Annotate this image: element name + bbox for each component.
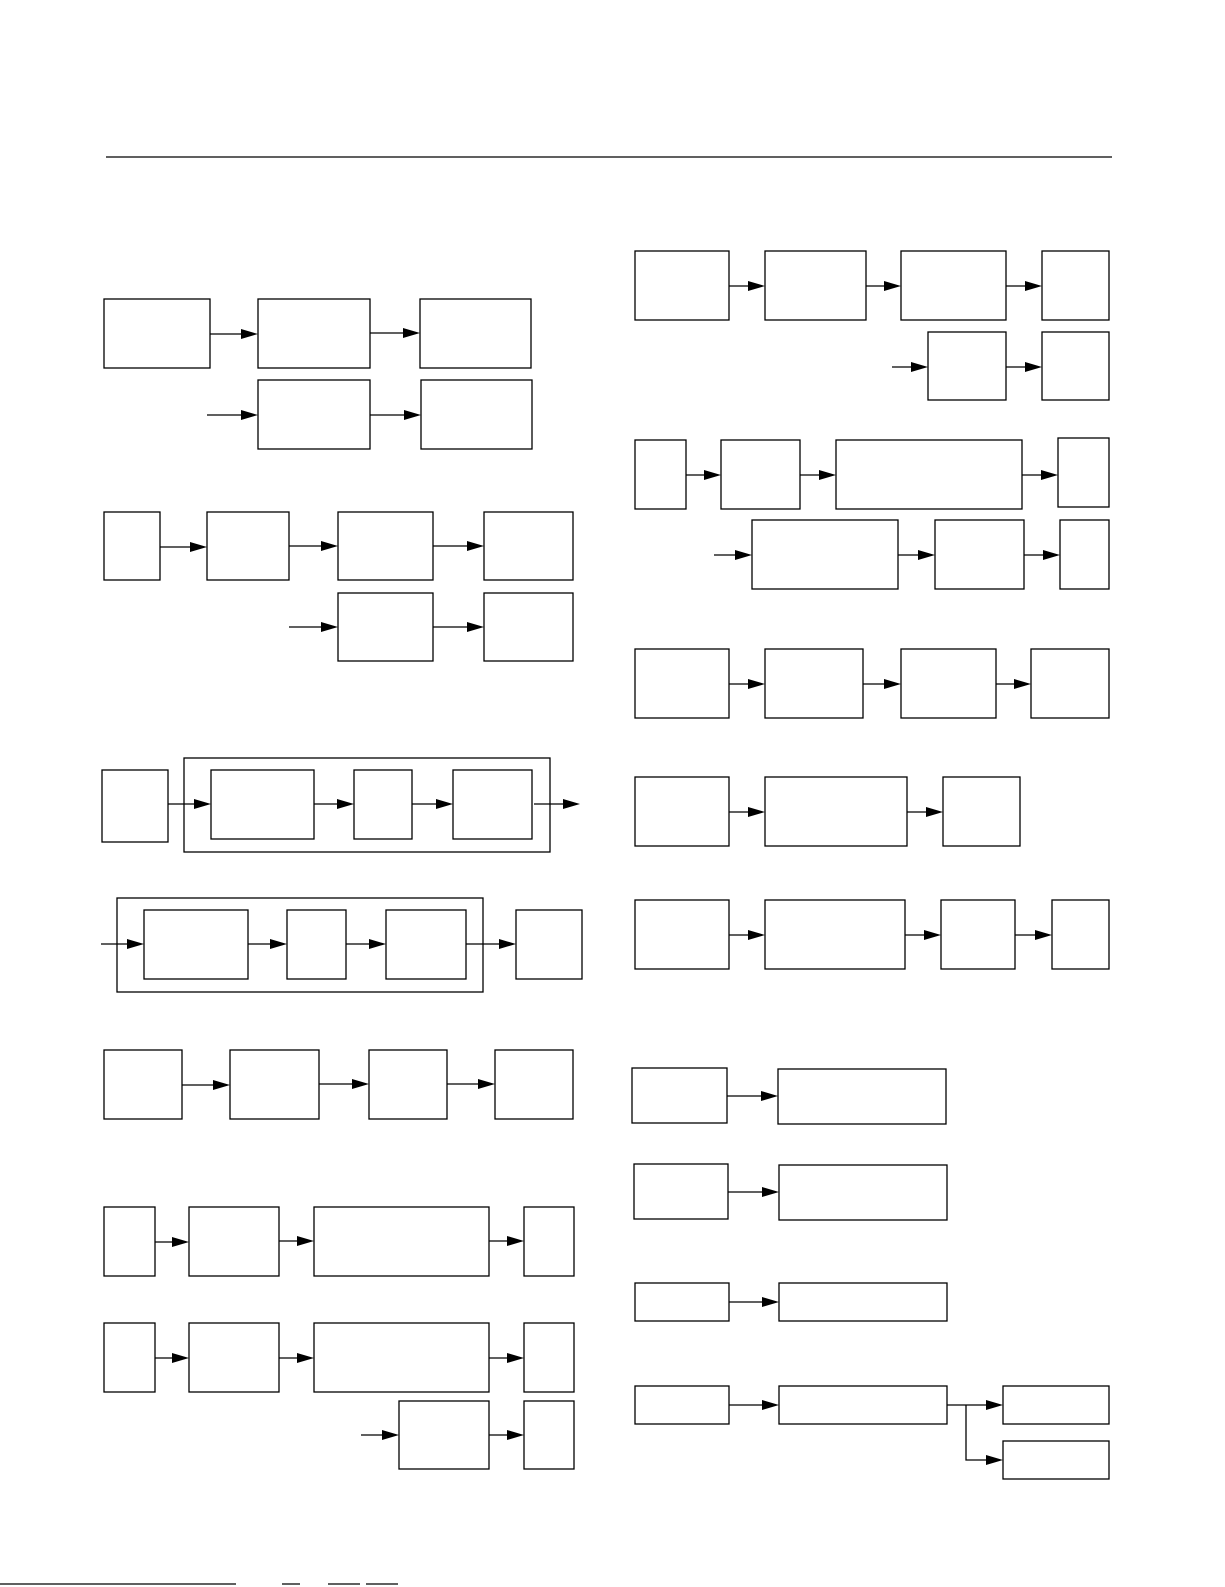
- process-box: [1003, 1386, 1109, 1424]
- process-box: [104, 1050, 182, 1119]
- process-box: [901, 251, 1006, 320]
- arrowhead: [748, 930, 765, 940]
- process-box: [211, 770, 314, 839]
- diagram-9: [635, 438, 1109, 589]
- diagram-10: [635, 649, 1109, 718]
- arrowhead: [352, 1079, 369, 1089]
- arrowhead: [748, 807, 765, 817]
- arrowhead: [1043, 550, 1060, 560]
- process-box: [524, 1323, 574, 1392]
- process-box: [1031, 649, 1109, 718]
- process-box: [765, 649, 863, 718]
- process-box: [524, 1401, 574, 1469]
- process-box: [314, 1207, 489, 1276]
- process-box: [765, 900, 905, 969]
- process-box: [635, 1283, 729, 1321]
- process-box: [635, 440, 686, 509]
- diagram-14: [634, 1164, 947, 1220]
- diagram-7: [104, 1323, 574, 1469]
- process-box: [104, 299, 210, 368]
- process-box: [928, 332, 1006, 400]
- process-box: [632, 1068, 727, 1123]
- arrowhead: [762, 1187, 779, 1197]
- process-box: [189, 1323, 279, 1392]
- process-box: [369, 1050, 447, 1119]
- process-box: [258, 299, 370, 368]
- arrowhead: [507, 1353, 524, 1363]
- arrowhead: [507, 1430, 524, 1440]
- arrowhead: [762, 1400, 779, 1410]
- arrowhead: [884, 281, 901, 291]
- process-box: [635, 777, 729, 846]
- diagram-15: [635, 1283, 947, 1321]
- process-box: [104, 512, 160, 580]
- process-box: [338, 593, 433, 661]
- process-box: [1003, 1441, 1109, 1479]
- arrowhead: [1041, 470, 1058, 480]
- process-box: [721, 440, 800, 509]
- process-box: [354, 770, 412, 839]
- arrowhead: [926, 807, 943, 817]
- arrowhead: [403, 328, 420, 338]
- process-box: [634, 1164, 728, 1219]
- process-box: [495, 1050, 573, 1119]
- arrowhead: [467, 541, 484, 551]
- process-box: [386, 910, 466, 979]
- connector-line: [966, 1405, 989, 1460]
- arrowhead: [1014, 679, 1031, 689]
- diagram-1: [104, 299, 532, 449]
- arrowhead: [241, 410, 258, 420]
- arrowhead: [819, 470, 836, 480]
- process-box: [484, 512, 573, 580]
- arrowhead: [761, 1091, 778, 1101]
- process-box: [102, 770, 168, 842]
- process-box: [516, 910, 582, 979]
- arrowhead: [478, 1079, 495, 1089]
- arrowhead: [762, 1297, 779, 1307]
- arrowhead: [748, 679, 765, 689]
- process-box: [635, 900, 729, 969]
- process-box: [189, 1207, 279, 1276]
- process-box: [338, 512, 433, 580]
- process-box: [765, 251, 866, 320]
- process-box: [314, 1323, 489, 1392]
- process-box: [230, 1050, 319, 1119]
- arrowhead: [321, 622, 338, 632]
- diagram-3: [102, 758, 580, 852]
- process-box: [287, 910, 346, 979]
- diagram-4: [101, 898, 582, 992]
- process-box: [778, 1069, 946, 1124]
- arrowhead: [1025, 281, 1042, 291]
- arrowhead: [382, 1430, 399, 1440]
- arrowhead: [172, 1237, 189, 1247]
- process-box: [1060, 520, 1109, 589]
- diagram-5: [104, 1050, 573, 1119]
- process-box: [943, 777, 1020, 846]
- process-box: [104, 1323, 155, 1392]
- process-box: [144, 910, 248, 979]
- diagram-2: [104, 512, 573, 661]
- process-box: [1042, 332, 1109, 400]
- diagram-8: [635, 251, 1109, 400]
- arrowhead: [1035, 930, 1052, 940]
- process-box: [1042, 251, 1109, 320]
- arrowhead: [911, 362, 928, 372]
- arrowhead: [735, 550, 752, 560]
- arrowhead: [507, 1236, 524, 1246]
- process-box: [635, 649, 729, 718]
- process-box: [635, 251, 729, 320]
- process-box: [258, 380, 370, 449]
- process-box: [399, 1401, 489, 1469]
- process-box: [524, 1207, 574, 1276]
- arrowhead: [1025, 362, 1042, 372]
- process-box: [421, 380, 532, 449]
- process-box: [779, 1386, 947, 1424]
- arrowhead: [241, 329, 258, 339]
- arrowhead: [499, 939, 516, 949]
- process-box: [104, 1207, 155, 1276]
- process-box: [941, 900, 1015, 969]
- diagram-13: [632, 1068, 946, 1124]
- arrowhead: [986, 1455, 1003, 1465]
- process-box: [779, 1165, 947, 1220]
- arrowhead: [924, 930, 941, 940]
- process-box: [453, 770, 532, 839]
- arrowhead: [918, 550, 935, 560]
- arrowhead: [704, 470, 721, 480]
- process-box: [1058, 438, 1109, 507]
- process-box: [765, 777, 907, 846]
- process-box: [1052, 900, 1109, 969]
- process-box: [935, 520, 1024, 589]
- arrowhead: [297, 1236, 314, 1246]
- process-box: [635, 1386, 729, 1424]
- arrowhead: [404, 410, 421, 420]
- arrowhead: [467, 622, 484, 632]
- arrowhead: [986, 1400, 1003, 1410]
- arrowhead: [884, 679, 901, 689]
- arrowhead: [190, 542, 207, 552]
- arrowhead: [748, 281, 765, 291]
- arrowhead: [297, 1353, 314, 1363]
- arrowhead: [321, 541, 338, 551]
- arrowhead: [213, 1080, 230, 1090]
- diagram-6: [104, 1207, 574, 1276]
- arrowhead: [563, 799, 580, 809]
- diagram-12: [635, 900, 1109, 969]
- diagram-11: [635, 777, 1020, 846]
- process-box: [752, 520, 898, 589]
- arrowhead: [172, 1353, 189, 1363]
- process-box: [901, 649, 996, 718]
- process-box: [836, 440, 1022, 509]
- process-box: [207, 512, 289, 580]
- diagram-16: [635, 1386, 1109, 1479]
- process-box: [779, 1283, 947, 1321]
- process-box: [484, 593, 573, 661]
- process-box: [420, 299, 531, 368]
